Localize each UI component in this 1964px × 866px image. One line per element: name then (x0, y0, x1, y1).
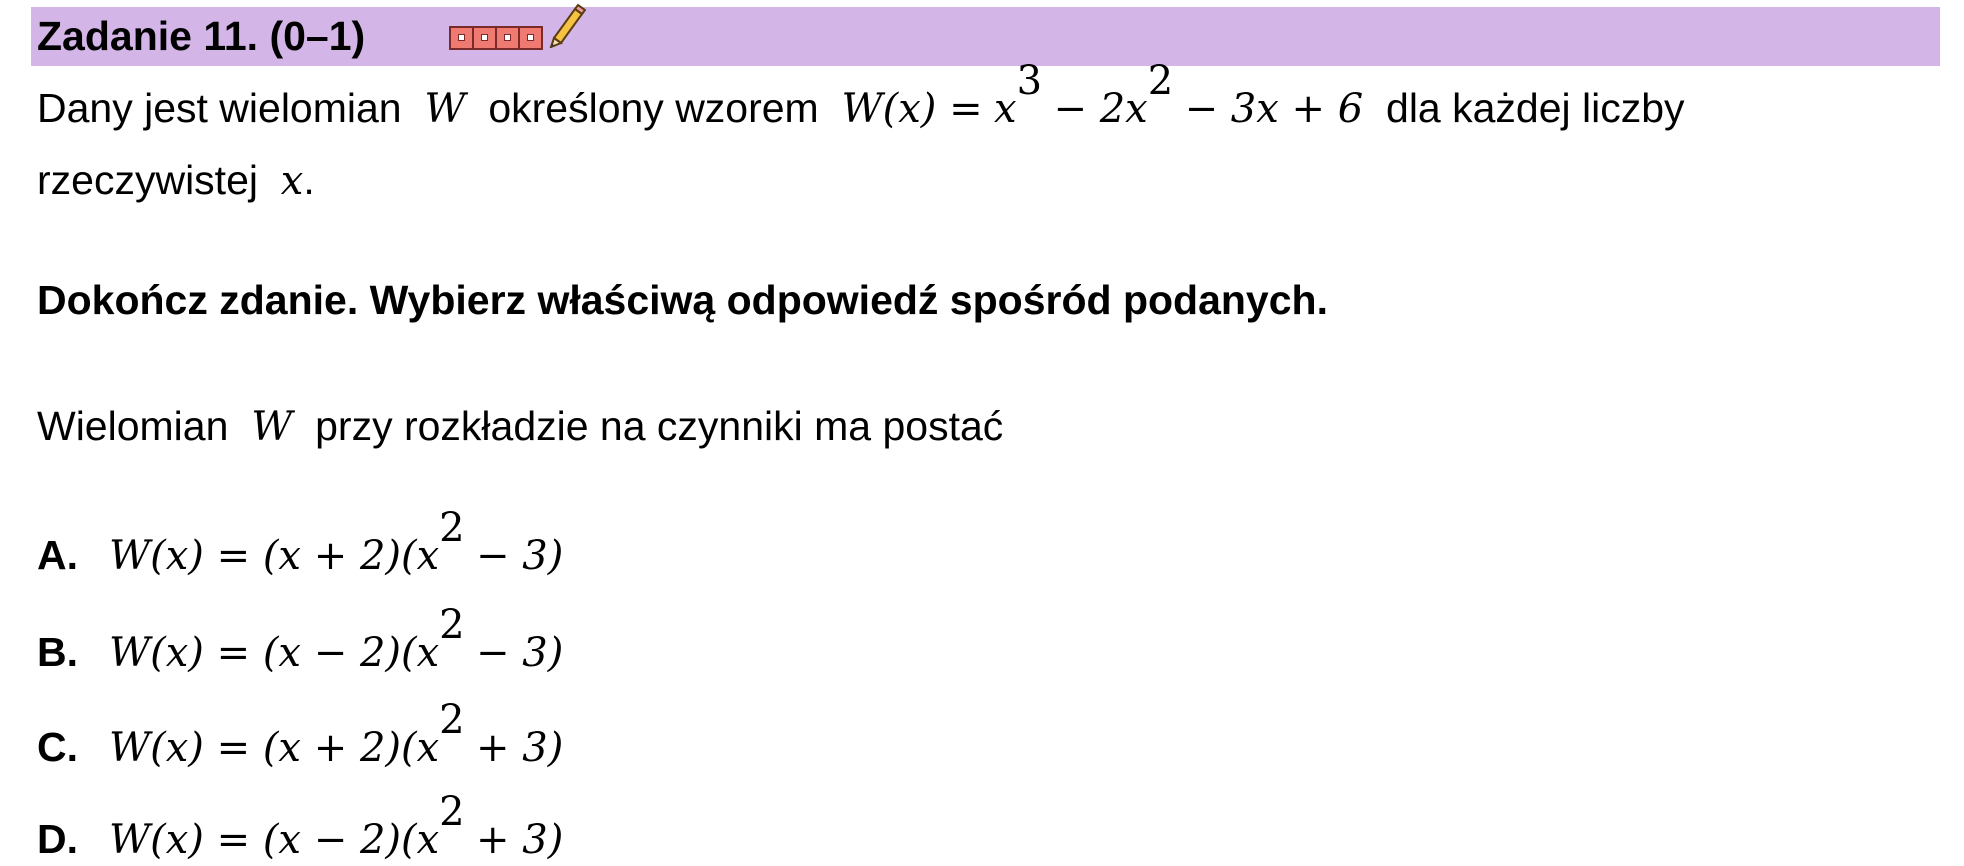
score-boxes-icon (449, 26, 543, 50)
option-expression: W(x) = (x − 2)(x (109, 630, 440, 676)
option-exponent: 2 (439, 505, 465, 551)
math-var-W: W (251, 404, 293, 450)
stem-text-1: Wielomian (37, 403, 229, 449)
task-title: Zadanie 11. (0–1) (37, 13, 366, 59)
option-exponent: 2 (439, 602, 465, 648)
option-exponent: 2 (439, 789, 465, 835)
score-box (497, 28, 520, 48)
score-box (474, 28, 497, 48)
option-expression: W(x) = (x + 2)(x (109, 725, 440, 771)
problem-line-2 (37, 153, 315, 208)
option-expression-end: − 3) (476, 630, 564, 676)
stem-text-2: przy rozkładzie na czynniki ma postać (315, 403, 1004, 449)
option-exponent: 2 (439, 697, 465, 743)
option-expression-end: + 3) (476, 725, 564, 771)
formula-term-2: − 2x (1053, 86, 1148, 132)
formula-exp-2: 2 (1147, 58, 1174, 104)
option-letter: D. (37, 816, 78, 862)
score-box (451, 28, 474, 48)
instruction-text: Dokończ zdanie. Wybierz właściwą odpowiedź spośród podanych. (37, 277, 1328, 323)
math-var-x: x (280, 158, 304, 204)
intro-text-1: Dany jest wielomian (37, 85, 402, 131)
score-box (520, 28, 541, 48)
answer-option-c[interactable] (37, 697, 564, 775)
question-stem (37, 399, 1003, 454)
intro-text-4: rzeczywistej (37, 157, 258, 203)
answer-option-d[interactable] (37, 789, 564, 866)
formula-lhs: W(x) = (841, 86, 983, 132)
option-expression: W(x) = (x + 2)(x (109, 533, 440, 579)
formula-exp-1: 3 (1016, 58, 1043, 104)
option-letter: A. (37, 532, 78, 578)
period: . (303, 157, 315, 203)
problem-line-1 (37, 58, 1685, 136)
answer-option-b[interactable] (37, 602, 564, 680)
math-var-W: W (424, 86, 466, 132)
answer-option-a[interactable] (37, 505, 564, 583)
option-letter: C. (37, 724, 78, 770)
formula-term-3: − 3x + 6 (1184, 86, 1364, 132)
option-expression-end: − 3) (476, 533, 564, 579)
formula-term-1: x (994, 86, 1017, 132)
pencil-icon (546, 2, 586, 48)
intro-text-3: dla każdej liczby (1386, 85, 1685, 131)
option-expression: W(x) = (x − 2)(x (109, 817, 440, 863)
option-expression-end: + 3) (476, 817, 564, 863)
option-letter: B. (37, 629, 78, 675)
intro-text-2: określony wzorem (488, 85, 819, 131)
